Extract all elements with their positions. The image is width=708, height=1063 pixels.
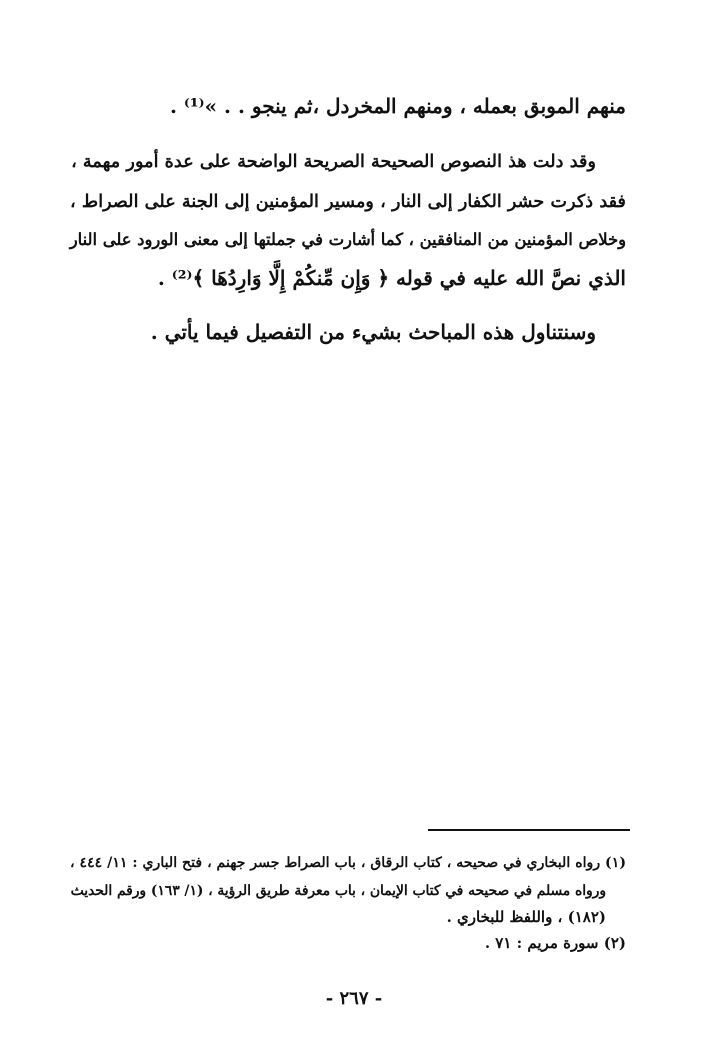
body-line-5: الذي نصَّ الله عليه في قوله ﴿ وَإِن مِّنكُمْ إِلَّا وَارِدُهَا ﴾⁽²⁾ . (157, 266, 626, 290)
page-number: - ٢٦٧ - (325, 988, 383, 1009)
footnote-1-line-1: (١) رواه البخاري في صحيحه ، كتاب الرقاق ، باب الصراط جسر جهنم ، فتح الباري : ١١/ ٤٤٤ ، (70, 855, 626, 871)
body-line-3: فقد ذكرت حشر الكفار إلى النار ، ومسير المؤمنين إلى الجنة على الصراط ، (70, 191, 626, 212)
body-line-1: منهم الموبق بعمله ، ومنهم المخردل ،ثم ينجو . . »⁽¹⁾ . (169, 94, 626, 118)
footnote-2: (٢) سورة مريم : ٧١ . (484, 934, 626, 952)
footnote-separator (428, 829, 630, 831)
body-line-2: وقد دلت هذ النصوص الصحيحة الصريحة الواضحة على عدة أمور مهمة ، (71, 151, 596, 172)
footnote-1-line-2: ورواه مسلم في صحيحه في كتاب الإيمان ، باب معرفة طريق الرؤية ، (١/ ١٦٣) ورقم الحديث (70, 883, 606, 899)
body-line-4: وخلاص المؤمنين من المنافقين ، كما أشارت في جملتها إلى معنى الورود على النار (69, 230, 626, 249)
body-line-6: وسنتناول هذه المباحث بشيء من التفصيل فيما يأتي . (150, 320, 596, 344)
footnote-1-line-3: (١٨٢) ، واللفظ للبخاري . (446, 908, 606, 926)
